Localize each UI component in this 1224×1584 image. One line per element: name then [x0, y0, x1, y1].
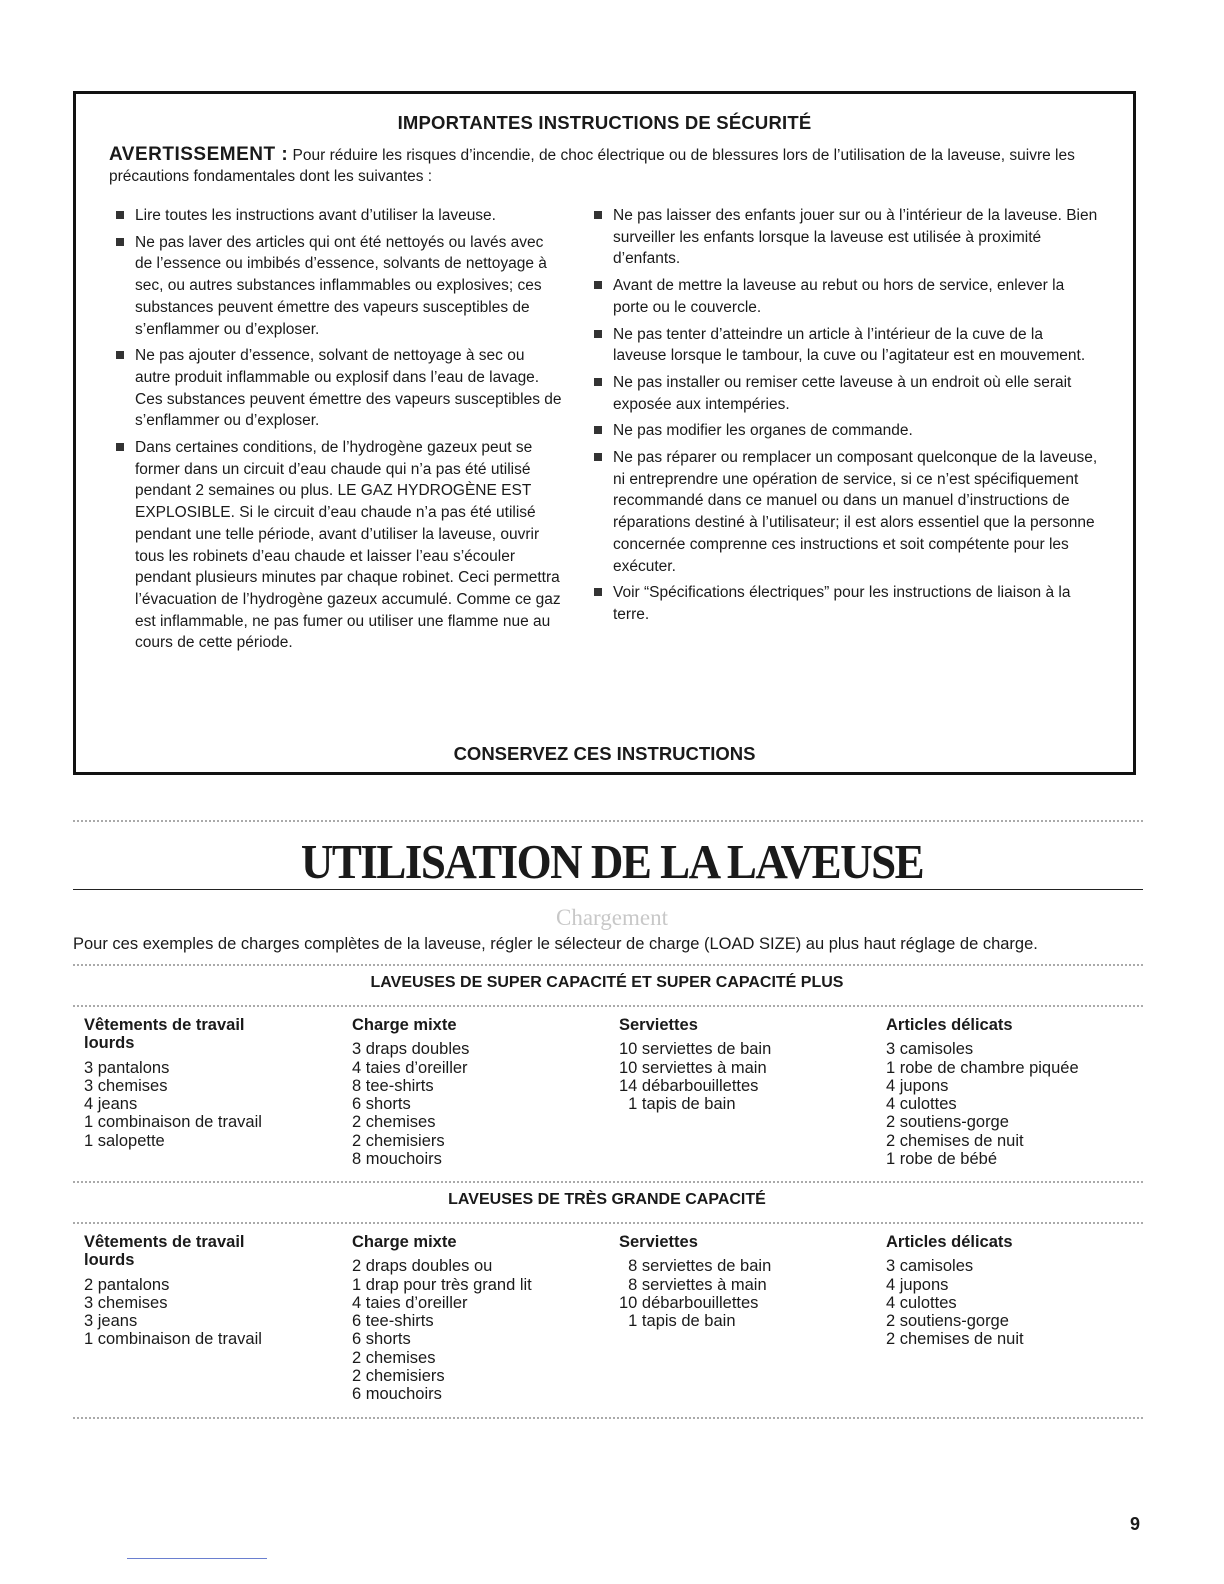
- list-item: 2 chemises de nuit: [886, 1131, 1024, 1150]
- bullet-square-icon: [594, 211, 602, 219]
- list-item: 4 culottes: [886, 1293, 957, 1312]
- safety-item-text: Avant de mettre la laveuse au rebut ou hors de service, enlever la porte ou le couvercle.: [613, 277, 1065, 316]
- safety-item-text: Ne pas ajouter d’essence, solvant de nettoyage à sec ou autre produit inflammable ou explosif dans l’eau de lavage. Ces substances peuvent émettre des vapeurs susceptibles de s’enflammer ou d’exploser.: [135, 347, 562, 430]
- bullet-square-icon: [116, 351, 124, 359]
- dotted-divider: [73, 1222, 1143, 1224]
- list-item: 4 taies d’oreiller: [352, 1293, 468, 1312]
- table-heading: LAVEUSES DE SUPER CAPACITÉ ET SUPER CAPACITÉ PLUS: [370, 974, 844, 991]
- list-item: 1 drap pour très grand lit: [352, 1275, 532, 1294]
- list-item: 8 tee-shirts: [352, 1076, 434, 1095]
- list-item: 2 chemisiers: [352, 1367, 445, 1386]
- safety-item: [592, 447, 1098, 577]
- table-column: [84, 1016, 262, 1150]
- safety-footer: CONSERVEZ CES INSTRUCTIONS: [453, 743, 756, 764]
- bullet-square-icon: [116, 211, 124, 219]
- column-header: Vêtements de travail lourds: [84, 1016, 245, 1053]
- list-item: 1 combinaison de travail: [84, 1113, 262, 1132]
- table-column: [84, 1233, 262, 1349]
- safety-item-text: Ne pas laisser des enfants jouer sur ou à l’intérieur de la laveuse. Bien surveiller les enfants lorsque la laveuse est utilisée à proximité d’enfants.: [613, 207, 1098, 268]
- safety-item-text: Dans certaines conditions, de l’hydrogène gazeux peut se former dans un circuit d’eau chaude qui n’a pas été utilisé pendant 2 semaines ou plus. LE GAZ HYDROGÈNE EST EXPLOSIBLE. Si le circuit d’eau chaude n’a pas été utilisé pendant une telle période, avant d’utiliser la laveuse, ouvrir tous les robinets d’eau chaude et laisser l’eau s’écouler pendant plusieurs minutes par chaque robinet. Ceci permettra l’évacuation de l’hydrogène gazeux accumulé. Comme ce gaz est inflammable, ne pas fumer ou utiliser une flamme nue au cours de cette période.: [135, 439, 561, 652]
- column-header: Serviettes: [619, 1016, 698, 1034]
- bullet-square-icon: [594, 453, 602, 461]
- subsection-title: Chargement: [556, 905, 668, 930]
- list-item: 1 tapis de bain: [619, 1312, 736, 1331]
- page-number: 9: [1129, 1514, 1140, 1534]
- list-item: 2 pantalons: [84, 1275, 170, 1294]
- table-column: [352, 1233, 532, 1404]
- list-item: 4 taies d’oreiller: [352, 1058, 468, 1077]
- safety-item: [114, 437, 564, 654]
- dotted-divider: [73, 1417, 1143, 1419]
- list-item: 4 jeans: [84, 1095, 138, 1114]
- list-item: 2 soutiens-gorge: [886, 1113, 1009, 1132]
- list-item: 2 chemisiers: [352, 1131, 445, 1150]
- safety-item: [592, 275, 1098, 318]
- list-item: 10 serviettes à main: [619, 1058, 767, 1077]
- table-heading: LAVEUSES DE TRÈS GRANDE CAPACITÉ: [448, 1191, 766, 1208]
- list-item: 1 robe de bébé: [886, 1150, 998, 1169]
- safety-right-column: [592, 205, 1098, 631]
- list-item: 3 camisoles: [886, 1257, 974, 1276]
- bullet-square-icon: [594, 588, 602, 596]
- list-item: 3 camisoles: [886, 1040, 974, 1059]
- safety-item-text: Ne pas réparer ou remplacer un composant quelconque de la laveuse, ni entreprendre une opération de service, si ce n’est spécifiquement recommandé dans ce manuel ou dans un manuel d’instructions de réparations destiné à l’utilisateur; il est alors essentiel que la personne concernée comprenne ces instructions et soit compétente pour les exécuter.: [613, 449, 1098, 575]
- safety-item: [114, 345, 564, 432]
- section-title: UTILISATION DE LA LAVEUSE: [300, 835, 924, 889]
- bullet-square-icon: [594, 378, 602, 386]
- safety-item: [114, 232, 564, 341]
- dotted-divider: [73, 820, 1143, 822]
- dotted-divider: [73, 1181, 1143, 1183]
- dotted-divider: [73, 964, 1143, 966]
- safety-item-text: Lire toutes les instructions avant d’utiliser la laveuse.: [135, 207, 496, 224]
- safety-item-text: Ne pas installer ou remiser cette laveuse à un endroit où elle serait exposée aux intempéries.: [613, 373, 1072, 413]
- list-item: 6 shorts: [352, 1095, 411, 1114]
- list-item: 2 soutiens-gorge: [886, 1312, 1009, 1331]
- list-item: 2 chemises: [352, 1348, 436, 1367]
- column-header: Articles délicats: [886, 1233, 1013, 1251]
- list-item: 10 débarbouillettes: [619, 1293, 759, 1312]
- table-column: [352, 1016, 469, 1168]
- safety-item-text: Ne pas laver des articles qui ont été nettoyés ou lavés avec de l’essence ou imbibés d’essence, solvants de nettoyage à sec, ou autres substances inflammables ou explosives; ces substances peuvent émettre des vapeurs susceptibles de s’enflammer ou d’exploser.: [135, 233, 547, 338]
- safety-item-text: Ne pas modifier les organes de commande.: [613, 422, 913, 440]
- list-item: 8 serviettes de bain: [619, 1257, 772, 1276]
- list-item: 3 jeans: [84, 1312, 138, 1331]
- column-header: Serviettes: [619, 1233, 698, 1251]
- list-item: 2 chemises de nuit: [886, 1330, 1024, 1349]
- list-item: 4 jupons: [886, 1076, 949, 1095]
- list-item: 1 robe de chambre piquée: [886, 1058, 1079, 1077]
- list-item: 1 combinaison de travail: [84, 1330, 262, 1349]
- list-item: 14 débarbouillettes: [619, 1076, 759, 1095]
- list-item: 4 culottes: [886, 1095, 957, 1114]
- warning-text: Pour réduire les risques d’incendie, de choc électrique ou de blessures lors de l’utilisation de la laveuse, suivre les précautions fondamentales dont les suivantes :: [109, 147, 1075, 185]
- column-header: Charge mixte: [352, 1233, 457, 1251]
- list-item: 6 shorts: [352, 1330, 411, 1349]
- list-item: 10 serviettes de bain: [619, 1040, 772, 1059]
- list-item: 2 draps doubles ou: [352, 1257, 493, 1276]
- safety-instructions-box: [73, 91, 1136, 775]
- list-item: 4 jupons: [886, 1275, 949, 1294]
- list-item: 8 mouchoirs: [352, 1150, 442, 1169]
- list-item: 3 draps doubles: [352, 1040, 470, 1059]
- bullet-square-icon: [116, 443, 124, 451]
- intro-paragraph: Pour ces exemples de charges complètes de la laveuse, régler le sélecteur de charge (LOAD SIZE) au plus haut réglage de charge.: [73, 935, 1038, 953]
- footer-rule: [127, 1558, 267, 1559]
- safety-item: [592, 324, 1098, 367]
- list-item: 2 chemises: [352, 1113, 436, 1132]
- dotted-divider: [73, 1005, 1143, 1007]
- warning-paragraph: [109, 144, 1099, 187]
- bullet-square-icon: [594, 426, 602, 434]
- safety-item-text: Ne pas tenter d’atteindre un article à l’intérieur de la cuve de la laveuse lorsque le tambour, la cuve ou l’agitateur est en mouvement.: [613, 325, 1086, 365]
- safety-item: [592, 582, 1098, 625]
- warning-label: AVERTISSEMENT :: [109, 144, 289, 165]
- list-item: 3 chemises: [84, 1076, 168, 1095]
- safety-item: [114, 205, 564, 227]
- bullet-square-icon: [594, 281, 602, 289]
- safety-item-text: Voir “Spécifications électriques” pour les instructions de liaison à la terre.: [613, 584, 1071, 623]
- column-header: Charge mixte: [352, 1016, 457, 1034]
- table-column: [619, 1233, 771, 1330]
- safety-title: IMPORTANTES INSTRUCTIONS DE SÉCURITÉ: [397, 112, 812, 133]
- list-item: 8 serviettes à main: [619, 1275, 767, 1294]
- table-column: [886, 1016, 1079, 1168]
- list-item: 1 salopette: [84, 1131, 165, 1150]
- column-header: Vêtements de travail lourds: [84, 1233, 245, 1270]
- list-item: 3 pantalons: [84, 1058, 170, 1077]
- list-item: 1 tapis de bain: [619, 1095, 736, 1114]
- section-rule: [73, 889, 1143, 890]
- list-item: 3 chemises: [84, 1293, 168, 1312]
- table-column: [619, 1016, 771, 1113]
- list-item: 6 tee-shirts: [352, 1312, 434, 1331]
- safety-left-column: [114, 205, 564, 659]
- bullet-square-icon: [116, 238, 124, 246]
- safety-item: [592, 372, 1098, 415]
- table-column: [886, 1233, 1024, 1349]
- list-item: 6 mouchoirs: [352, 1385, 442, 1404]
- column-header: Articles délicats: [886, 1016, 1013, 1034]
- bullet-square-icon: [594, 330, 602, 338]
- safety-item: [592, 420, 1098, 442]
- safety-item: [592, 205, 1098, 270]
